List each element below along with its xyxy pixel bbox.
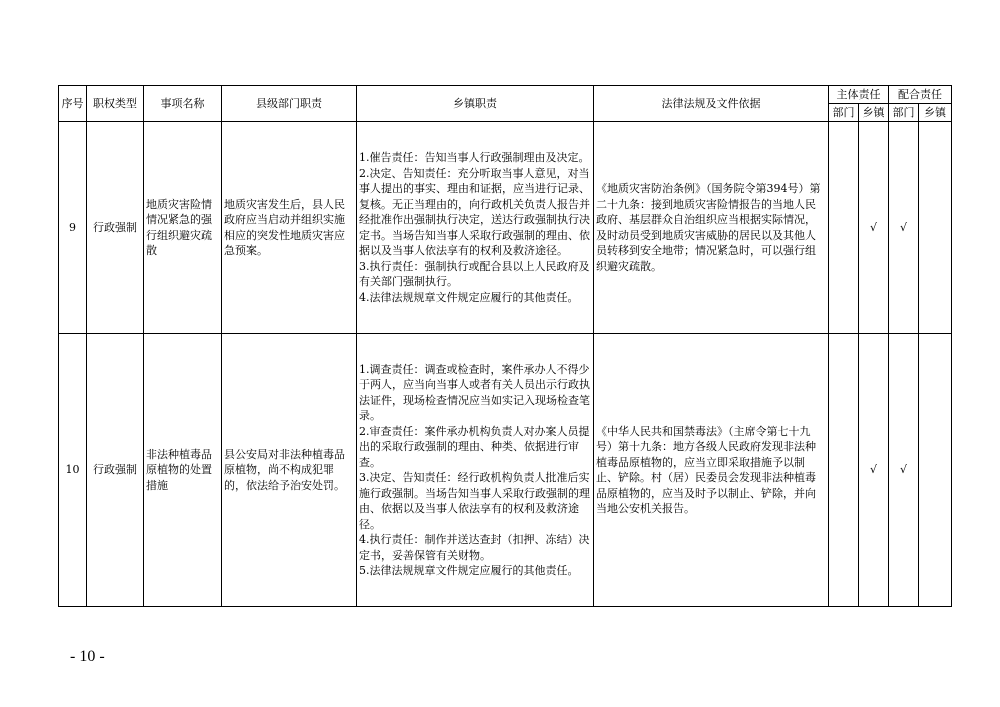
row-type: 行政强制 — [87, 334, 144, 607]
row-seq: 9 — [59, 122, 87, 334]
duty-line: 3.决定、告知责任：经行政机构负责人批准后实施行政强制。当场告知当事人采取行政强制的理由、依据以及当事人依法享有的权利及救济途径。 — [359, 471, 590, 531]
duty-line: 2.审查责任：案件承办机构负责人对办案人员提出的采取行政强制的理由、种类、依据进行审查。 — [359, 424, 590, 469]
row-town-duty — [357, 122, 594, 334]
header-name: 事项名称 — [144, 86, 222, 122]
duty-line: 4.执行责任：制作并送达查封（扣押、冻结）决定书，妥善保管有关财物。 — [359, 533, 590, 562]
header-seq: 序号 — [59, 86, 87, 122]
duty-line: 2.决定、告知责任：充分听取当事人意见，对当事人提出的事实、理由和证据，应当进行记录、复核。无正当理由的，向行政机关负责人报告并经批准作出强制执行决定，送达行政强制执行决定书。当场告知当事人采取行政强制的理由、依据以及当事人依法享有的权利及救济途径。 — [359, 166, 590, 257]
row-assist-township — [919, 122, 952, 334]
row-assist-dept-check: √ — [889, 334, 919, 607]
row-main-dept — [829, 122, 859, 334]
header-assist-township: 乡镇 — [919, 104, 952, 122]
row-town-duty — [357, 334, 594, 607]
row-law-basis: 《地质灾害防治条例》（国务院令第394号）第二十九条：接到地质灾害险情报告的当地人民政府、基层群众自治组织应当根据实际情况，及时动员受到地质灾害威胁的居民以及其他人员转移到安全地带；情况紧急时，可以强行组织避灾疏散。 — [594, 122, 829, 334]
header-law-basis: 法律法规及文件依据 — [594, 86, 829, 122]
row-county-duty: 县公安局对非法种植毒品原植物，尚不构成犯罪的，依法给予治安处罚。 — [222, 334, 357, 607]
table-row — [59, 334, 952, 607]
header-town-duty: 乡镇职责 — [357, 86, 594, 122]
duty-line: 3.执行责任：强制执行或配合县以上人民政府及有关部门强制执行。 — [359, 259, 590, 288]
header-main-dept: 部门 — [829, 104, 859, 122]
table-row — [59, 122, 952, 334]
header-assist-dept: 部门 — [889, 104, 919, 122]
row-seq: 10 — [59, 334, 87, 607]
row-type: 行政强制 — [87, 122, 144, 334]
row-main-dept — [829, 334, 859, 607]
header-assist-resp: 配合责任 — [889, 86, 952, 104]
row-assist-dept-check: √ — [889, 122, 919, 334]
duty-line: 4.法律法规规章文件规定应履行的其他责任。 — [359, 290, 579, 304]
row-main-township-check: √ — [859, 334, 889, 607]
duty-line: 1.催告责任：告知当事人行政强制理由及决定。 — [359, 151, 590, 164]
row-assist-township — [919, 334, 952, 607]
duty-table — [58, 85, 952, 607]
row-county-duty: 地质灾害发生后，县人民政府应当启动并组织实施相应的突发性地质灾害应急预案。 — [222, 122, 357, 334]
page-number: - 10 - — [70, 648, 105, 665]
header-type: 职权类型 — [87, 86, 144, 122]
duty-line: 1.调查责任：调查或检查时，案件承办人不得少于两人，应当向当事人或者有关人员出示行政执法证件，现场检查情况应当如实记入现场检查笔录。 — [359, 362, 590, 422]
row-item-name: 非法种植毒品原植物的处置措施 — [144, 334, 222, 607]
header-county-duty: 县级部门职责 — [222, 86, 357, 122]
duty-line: 5.法律法规规章文件规定应履行的其他责任。 — [359, 564, 579, 577]
header-main-resp: 主体责任 — [829, 86, 889, 104]
header-main-township: 乡镇 — [859, 104, 889, 122]
row-law-basis: 《中华人民共和国禁毒法》（主席令第七十九号）第十九条：地方各级人民政府发现非法种植毒品原植物的，应当立即采取措施予以制止、铲除。村（居）民委员会发现非法种植毒品原植物的，应当及时予以制止、铲除，并向当地公安机关报告。 — [594, 334, 829, 607]
row-main-township-check: √ — [859, 122, 889, 334]
row-item-name: 地质灾害险情情况紧急的强行组织避灾疏散 — [144, 122, 222, 334]
